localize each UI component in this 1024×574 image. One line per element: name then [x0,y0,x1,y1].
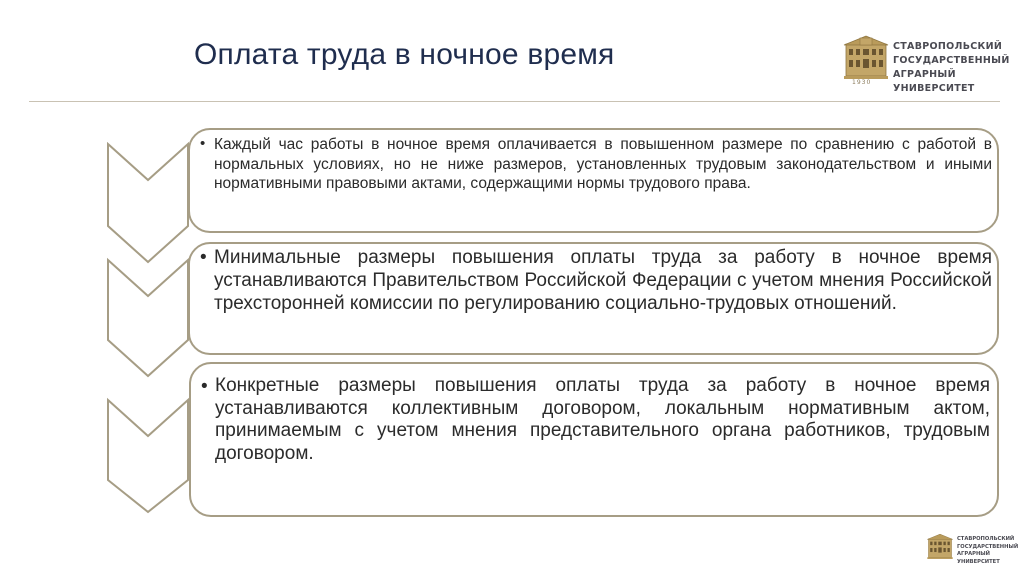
process-chevrons [105,142,195,514]
chevron-arrow-3 [108,400,188,512]
logo-year: 1930 [852,79,872,86]
university-logo [843,34,1013,94]
bullet-marker: • [200,135,206,152]
info-box-minimum-increase [188,242,999,355]
chevron-arrow-1 [108,144,188,262]
bullet-marker: • [200,247,207,268]
page-title: Оплата труда в ночное время [194,38,615,71]
university-building-icon [926,533,954,563]
info-text: Конкретные размеры повышения оплаты труда за работу в ночное время устанавливаются коллективным договором, локальным нормативным актом, принимаемым с учетом мнения представительного органа работников, трудовым договором. [215,375,990,464]
footer-university-logo [926,533,1022,569]
info-box-night-pay-rate [188,128,999,233]
info-text: Минимальные размеры повышения оплаты труда за работу в ночное время устанавливаются Правительством Российской Федерации с учетом мнения Российской трехсторонней комиссии по регулированию социально-трудовых отношений. [214,247,992,314]
info-box-specific-increase [189,362,999,517]
header-divider [29,101,1000,102]
footer-logo-text: СТАВРОПОЛЬСКИЙ ГОСУДАРСТВЕННЫЙ АГРАРНЫЙ УНИВЕРСИТЕТ [957,536,1019,565]
info-text: Каждый час работы в ночное время оплачивается в повышенном размере по сравнению с работой в нормальных условиях, но не ниже размеров, установленных трудовым законодательством и иными нормативными правовыми актами, содержащими нормы трудового права. [214,136,992,192]
bullet-marker: • [201,376,208,397]
chevron-arrow-2 [108,260,188,376]
logo-text: СТАВРОПОЛЬСКИЙ ГОСУДАРСТВЕННЫЙ АГРАРНЫЙ УНИВЕРСИТЕТ [893,41,1010,94]
